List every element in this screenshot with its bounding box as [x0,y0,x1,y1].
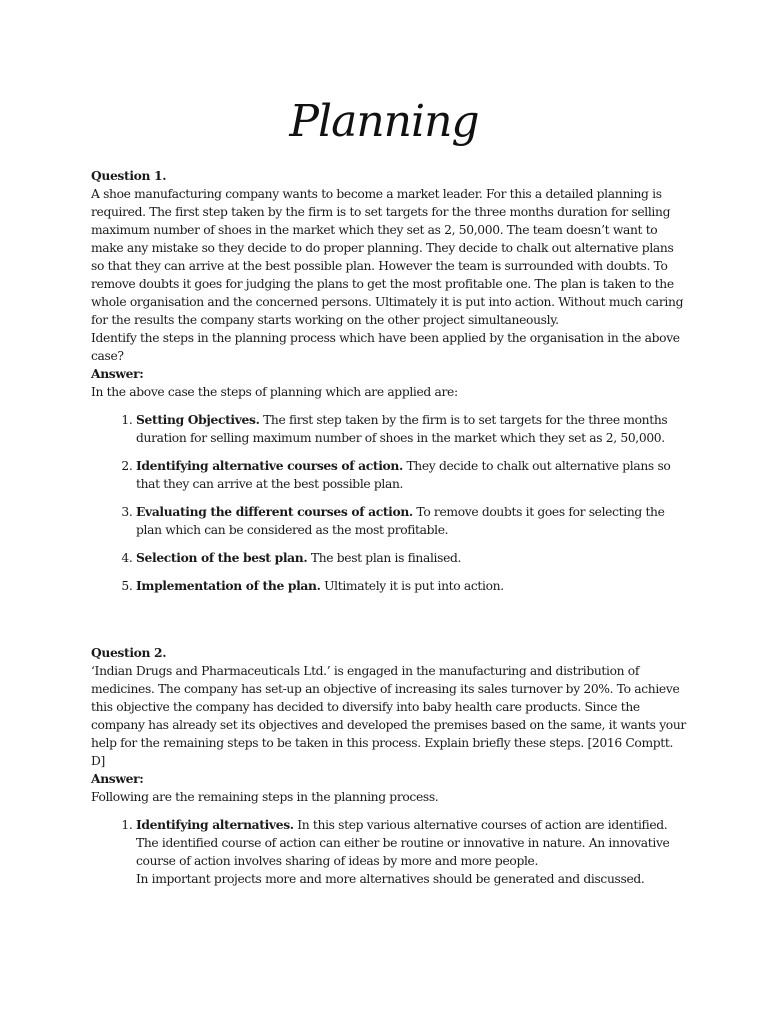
document-content [91,167,687,898]
step-lead: Evaluating the different courses of action. [136,504,413,519]
step-text: In this step various alternative courses of action are identified. The identified course of action can either be routine or innovative in nature. An innovative course of action involves sharing of ideas by more and more people. [136,818,670,868]
list-item [136,816,687,888]
step-text: To remove doubts it goes for selecting the plan which can be considered as the most profitable. [136,505,665,537]
step-lead: Setting Objectives. [136,412,260,427]
step-text: They decide to chalk out alternative plans so that they can arrive at the best possible plan. [136,459,671,491]
answer-1-label: Answer: [91,366,144,381]
list-item [136,549,687,567]
question-2-label: Question 2. [91,645,167,660]
answer-2-intro: Following are the remaining steps in the planning process. [91,790,439,804]
section-gap [91,605,687,644]
question-1-prompt: Identify the steps in the planning process which have been applied by the organisation in the above case? [91,331,680,363]
answer-2-label: Answer: [91,771,144,786]
answer-1-intro: In the above case the steps of planning which are applied are: [91,385,458,399]
list-item [136,457,687,493]
answer-1-steps [91,411,687,595]
step-lead: Implementation of the plan. [136,578,321,593]
answer-2-steps [91,816,687,888]
step-extra-text: In important projects more and more alternatives should be generated and discussed. [136,872,645,886]
list-item [136,503,687,539]
step-text: The first step taken by the firm is to set targets for the three months duration for selling maximum number of shoes in the market which they set as 2, 50,000. [136,413,668,445]
step-lead: Identifying alternatives. [136,817,294,832]
question-1-text: A shoe manufacturing company wants to become a market leader. For this a detailed planning is required. The first step taken by the firm is to set targets for the three months duration for selling maximum number of shoes in the market which they set as 2, 50,000. The team doesn’t want to make any mistake so they decide to do proper planning. They decide to chalk out alternative plans so that they can arrive at the best possible plan. However the team is surrounded with doubts. To remove doubts it goes for judging the plans to get the most profitable one. The plan is taken to the whole organisation and the concerned persons. Ultimately it is put into action. Without much caring for the results the company starts working on the other project simultaneously. [91,187,684,327]
step-lead: Identifying alternative courses of action. [136,458,403,473]
page-title: Planning [289,96,479,147]
step-lead: Selection of the best plan. [136,550,308,565]
question-2-text: ‘Indian Drugs and Pharmaceuticals Ltd.’ is engaged in the manufacturing and distribution of medicines. The company has set-up an objective of increasing its sales turnover by 20%. To achieve this objective the company has decided to diversify into baby health care products. Since the company has already set its objectives and developed the premises based on the same, it wants your help for the remaining steps to be taken in this process. Explain briefly these steps. [2016 Comptt. D] [91,664,686,768]
list-item [136,577,687,595]
step-text: The best plan is finalised. [310,551,462,565]
question-1-label: Question 1. [91,168,167,183]
list-item [136,411,687,447]
step-text: Ultimately it is put into action. [324,579,504,593]
